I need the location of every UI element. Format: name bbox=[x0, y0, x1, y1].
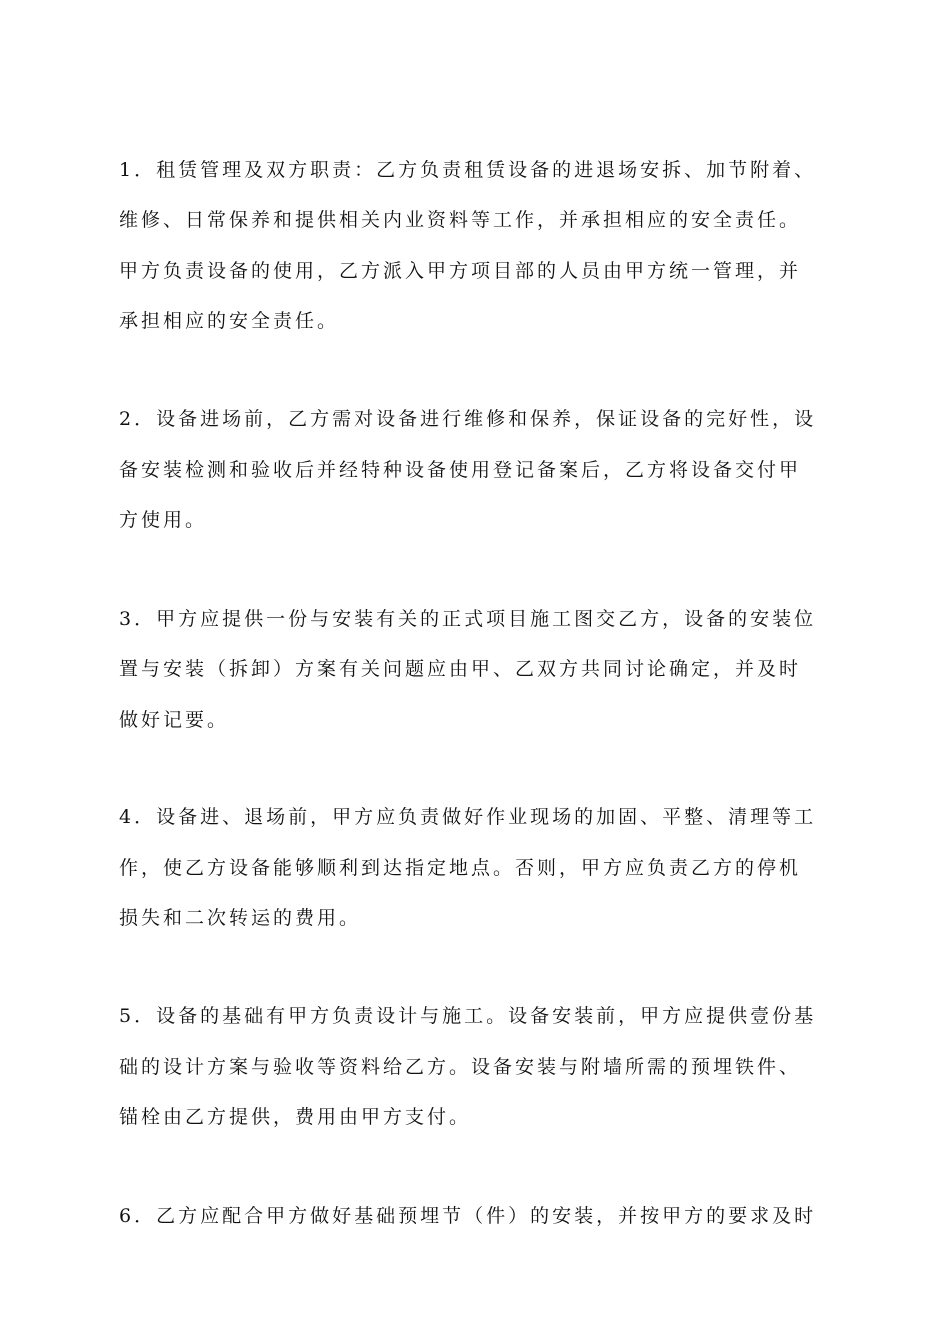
paragraph-1-line-2: 维修、日常保养和提供相关内业资料等工作，并承担相应的安全责任。 bbox=[119, 209, 802, 231]
paragraph-1-line-4: 承担相应的安全责任。 bbox=[119, 310, 340, 332]
paragraph-4-line-2: 作，使乙方设备能够顺利到达指定地点。否则，甲方应负责乙方的停机 bbox=[119, 857, 802, 879]
paragraph-4-line-3: 损失和二次转运的费用。 bbox=[119, 907, 362, 929]
paragraph-5-line-2: 础的设计方案与验收等资料给乙方。设备安装与附墙所需的预埋铁件、 bbox=[119, 1056, 802, 1078]
paragraph-5-line-3: 锚栓由乙方提供，费用由甲方支付。 bbox=[119, 1106, 472, 1128]
paragraph-2-line-1: 2．设备进场前，乙方需对设备进行维修和保养，保证设备的完好性，设 bbox=[119, 408, 817, 430]
paragraph-2-line-3: 方使用。 bbox=[119, 509, 208, 531]
paragraph-3-line-1: 3．甲方应提供一份与安装有关的正式项目施工图交乙方，设备的安装位 bbox=[119, 608, 817, 630]
paragraph-3-line-2: 置与安装（拆卸）方案有关问题应由甲、乙双方共同讨论确定，并及时 bbox=[119, 658, 802, 680]
paragraph-1-line-3: 甲方负责设备的使用，乙方派入甲方项目部的人员由甲方统一管理，并 bbox=[119, 260, 802, 282]
paragraph-2-line-2: 备安装检测和验收后并经特种设备使用登记备案后，乙方将设备交付甲 bbox=[119, 459, 802, 481]
paragraph-4-line-1: 4．设备进、退场前，甲方应负责做好作业现场的加固、平整、清理等工 bbox=[119, 806, 817, 828]
paragraph-6-line-1: 6．乙方应配合甲方做好基础预埋节（件）的安装，并按甲方的要求及时 bbox=[119, 1205, 817, 1227]
paragraph-1-line-1: 1．租赁管理及双方职责：乙方负责租赁设备的进退场安拆、加节附着、 bbox=[119, 159, 817, 181]
paragraph-3-line-3: 做好记要。 bbox=[119, 709, 230, 731]
paragraph-5-line-1: 5．设备的基础有甲方负责设计与施工。设备安装前，甲方应提供壹份基 bbox=[119, 1005, 817, 1027]
